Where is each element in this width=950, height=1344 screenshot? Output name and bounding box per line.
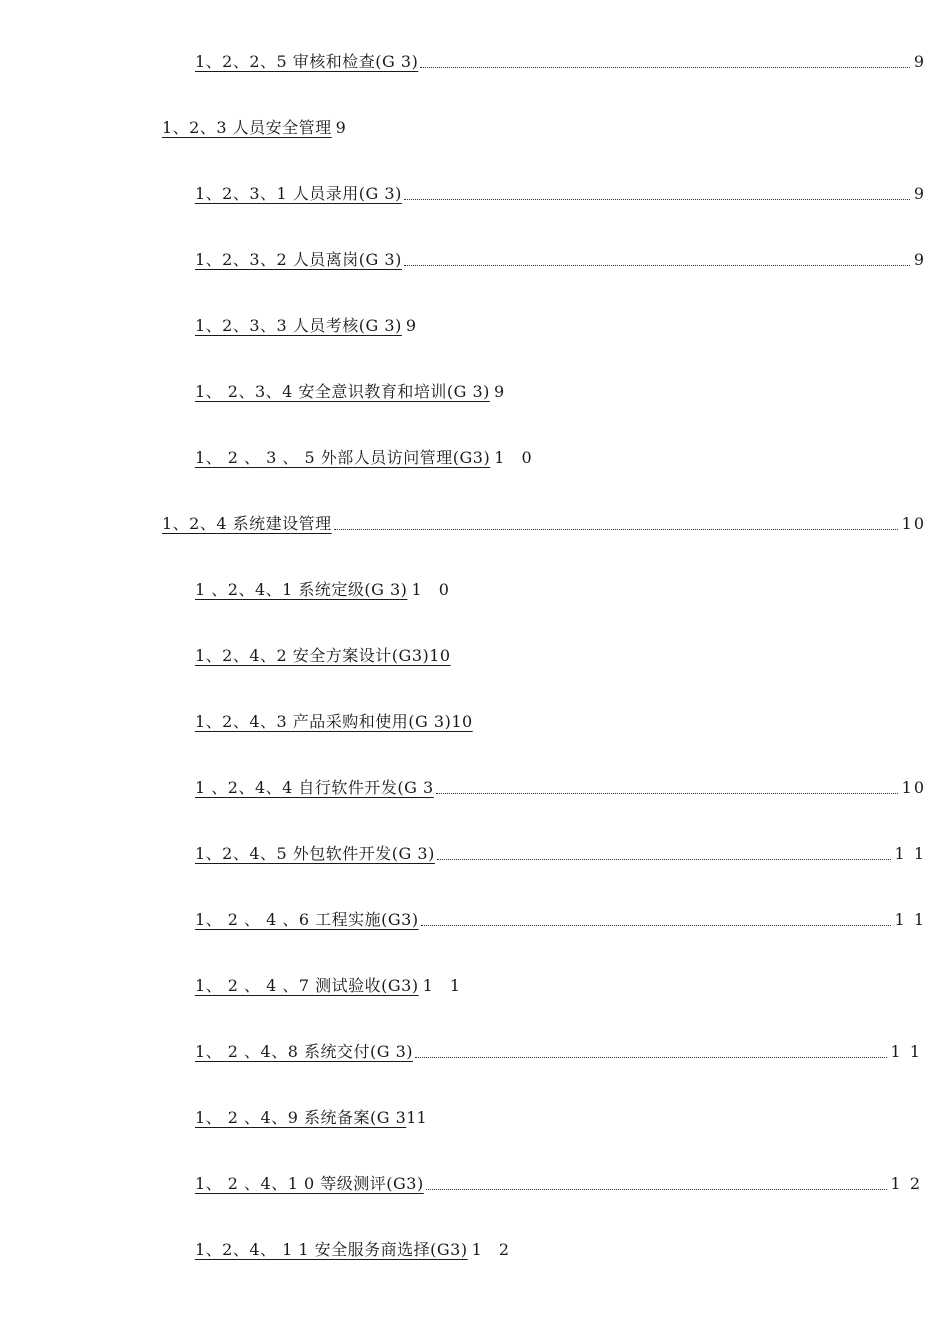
toc-page-number: 1 1 [422, 976, 467, 995]
toc-entry [195, 975, 466, 997]
toc-entry-link[interactable]: 1、2、2、5 审核和检查(G 3) [195, 52, 419, 71]
toc-entry-link[interactable]: 1、2、4、5 外包软件开发(G 3) [195, 844, 435, 863]
toc-page-number: 9 [913, 250, 926, 269]
dot-leader [334, 528, 898, 530]
toc-page-number: 9 [405, 316, 423, 335]
toc-entry-link[interactable]: 1、2、3、2 人员离岗(G 3) [195, 250, 402, 269]
toc-entry-link[interactable]: 1、 2 、4、9 系统备案(G 3 [195, 1108, 407, 1127]
toc-entry-link[interactable]: 1、2、3 人员安全管理 [162, 118, 332, 137]
toc-page-number: 10 [901, 514, 926, 533]
toc-page-number: 9 [913, 52, 926, 71]
toc-entry-link[interactable]: 1、2、3、1 人员录用(G 3) [195, 184, 402, 203]
toc-page-number: 9 [335, 118, 352, 137]
toc-entry-link[interactable]: 1、2、4、 1 1 安全服务商选择(G3) [195, 1240, 468, 1259]
dot-leader [437, 858, 891, 860]
toc-entry [195, 1239, 515, 1261]
dot-leader [426, 1188, 887, 1190]
toc-page-number: 1 2 [890, 1174, 922, 1193]
toc-entry [195, 1107, 427, 1129]
toc-entry [195, 645, 451, 667]
toc-entry-link[interactable]: 1、2、3、3 人员考核(G 3) [195, 316, 402, 335]
toc-entry-link[interactable]: 1 、2、4、1 系统定级(G 3) [195, 580, 408, 599]
toc-entry-link[interactable]: 1、2、4 系统建设管理 [162, 514, 332, 533]
toc-entry [195, 249, 926, 271]
toc-entry-link[interactable]: 1、 2 、4、1 0 等级测评(G3) [195, 1174, 424, 1193]
dot-leader [404, 198, 910, 200]
toc-entry [195, 909, 926, 931]
toc-entry [195, 381, 510, 403]
toc-entry [195, 183, 926, 205]
toc-page-number: 1 2 [471, 1240, 516, 1259]
toc-entry-link[interactable]: 1、2、4、3 产品采购和使用(G 3)10 [195, 712, 473, 731]
toc-entry-link[interactable]: 1、 2 、 4 、7 测试验收(G3) [195, 976, 419, 995]
toc-entry [195, 777, 926, 799]
toc-entry-link[interactable]: 1、 2 、 3 、 5 外部人员访问管理(G3) [195, 448, 491, 467]
toc-entry [195, 711, 473, 733]
dot-leader [421, 924, 891, 926]
toc-page-number: 1 1 [894, 910, 926, 929]
toc-entry [195, 315, 422, 337]
dot-leader [404, 264, 910, 266]
toc-entry-link[interactable]: 1、 2 、4、8 系统交付(G 3) [195, 1042, 414, 1061]
dot-leader [436, 792, 898, 794]
toc-entry [195, 1173, 922, 1195]
toc-entry-link[interactable]: 1、 2 、 4 、6 工程实施(G3) [195, 910, 419, 929]
toc-page-number: 10 [901, 778, 926, 797]
toc-page-number: 9 [913, 184, 926, 203]
toc-entry [162, 117, 352, 139]
toc-entry [195, 447, 538, 469]
toc-page-number: 1 0 [411, 580, 455, 599]
toc-entry [195, 51, 926, 73]
toc-entry-link[interactable]: 1 、2、4、4 自行软件开发(G 3 [195, 778, 434, 797]
toc-entry [195, 1041, 922, 1063]
toc-page-number: 9 [493, 382, 511, 401]
dot-leader [420, 66, 909, 68]
dot-leader [415, 1056, 887, 1058]
toc-entry-link[interactable]: 1、2、4、2 安全方案设计(G3)10 [195, 646, 451, 665]
toc-entry [195, 843, 926, 865]
toc-page-number: 1 1 [890, 1042, 922, 1061]
toc-entry-link[interactable]: 1、 2、3、4 安全意识教育和培训(G 3) [195, 382, 490, 401]
toc-entry [162, 513, 926, 535]
toc-page-number: 1 1 [894, 844, 926, 863]
toc-page-number: 1 0 [494, 448, 538, 467]
toc-page-number: 11 [406, 1108, 427, 1127]
toc-entry [195, 579, 455, 601]
